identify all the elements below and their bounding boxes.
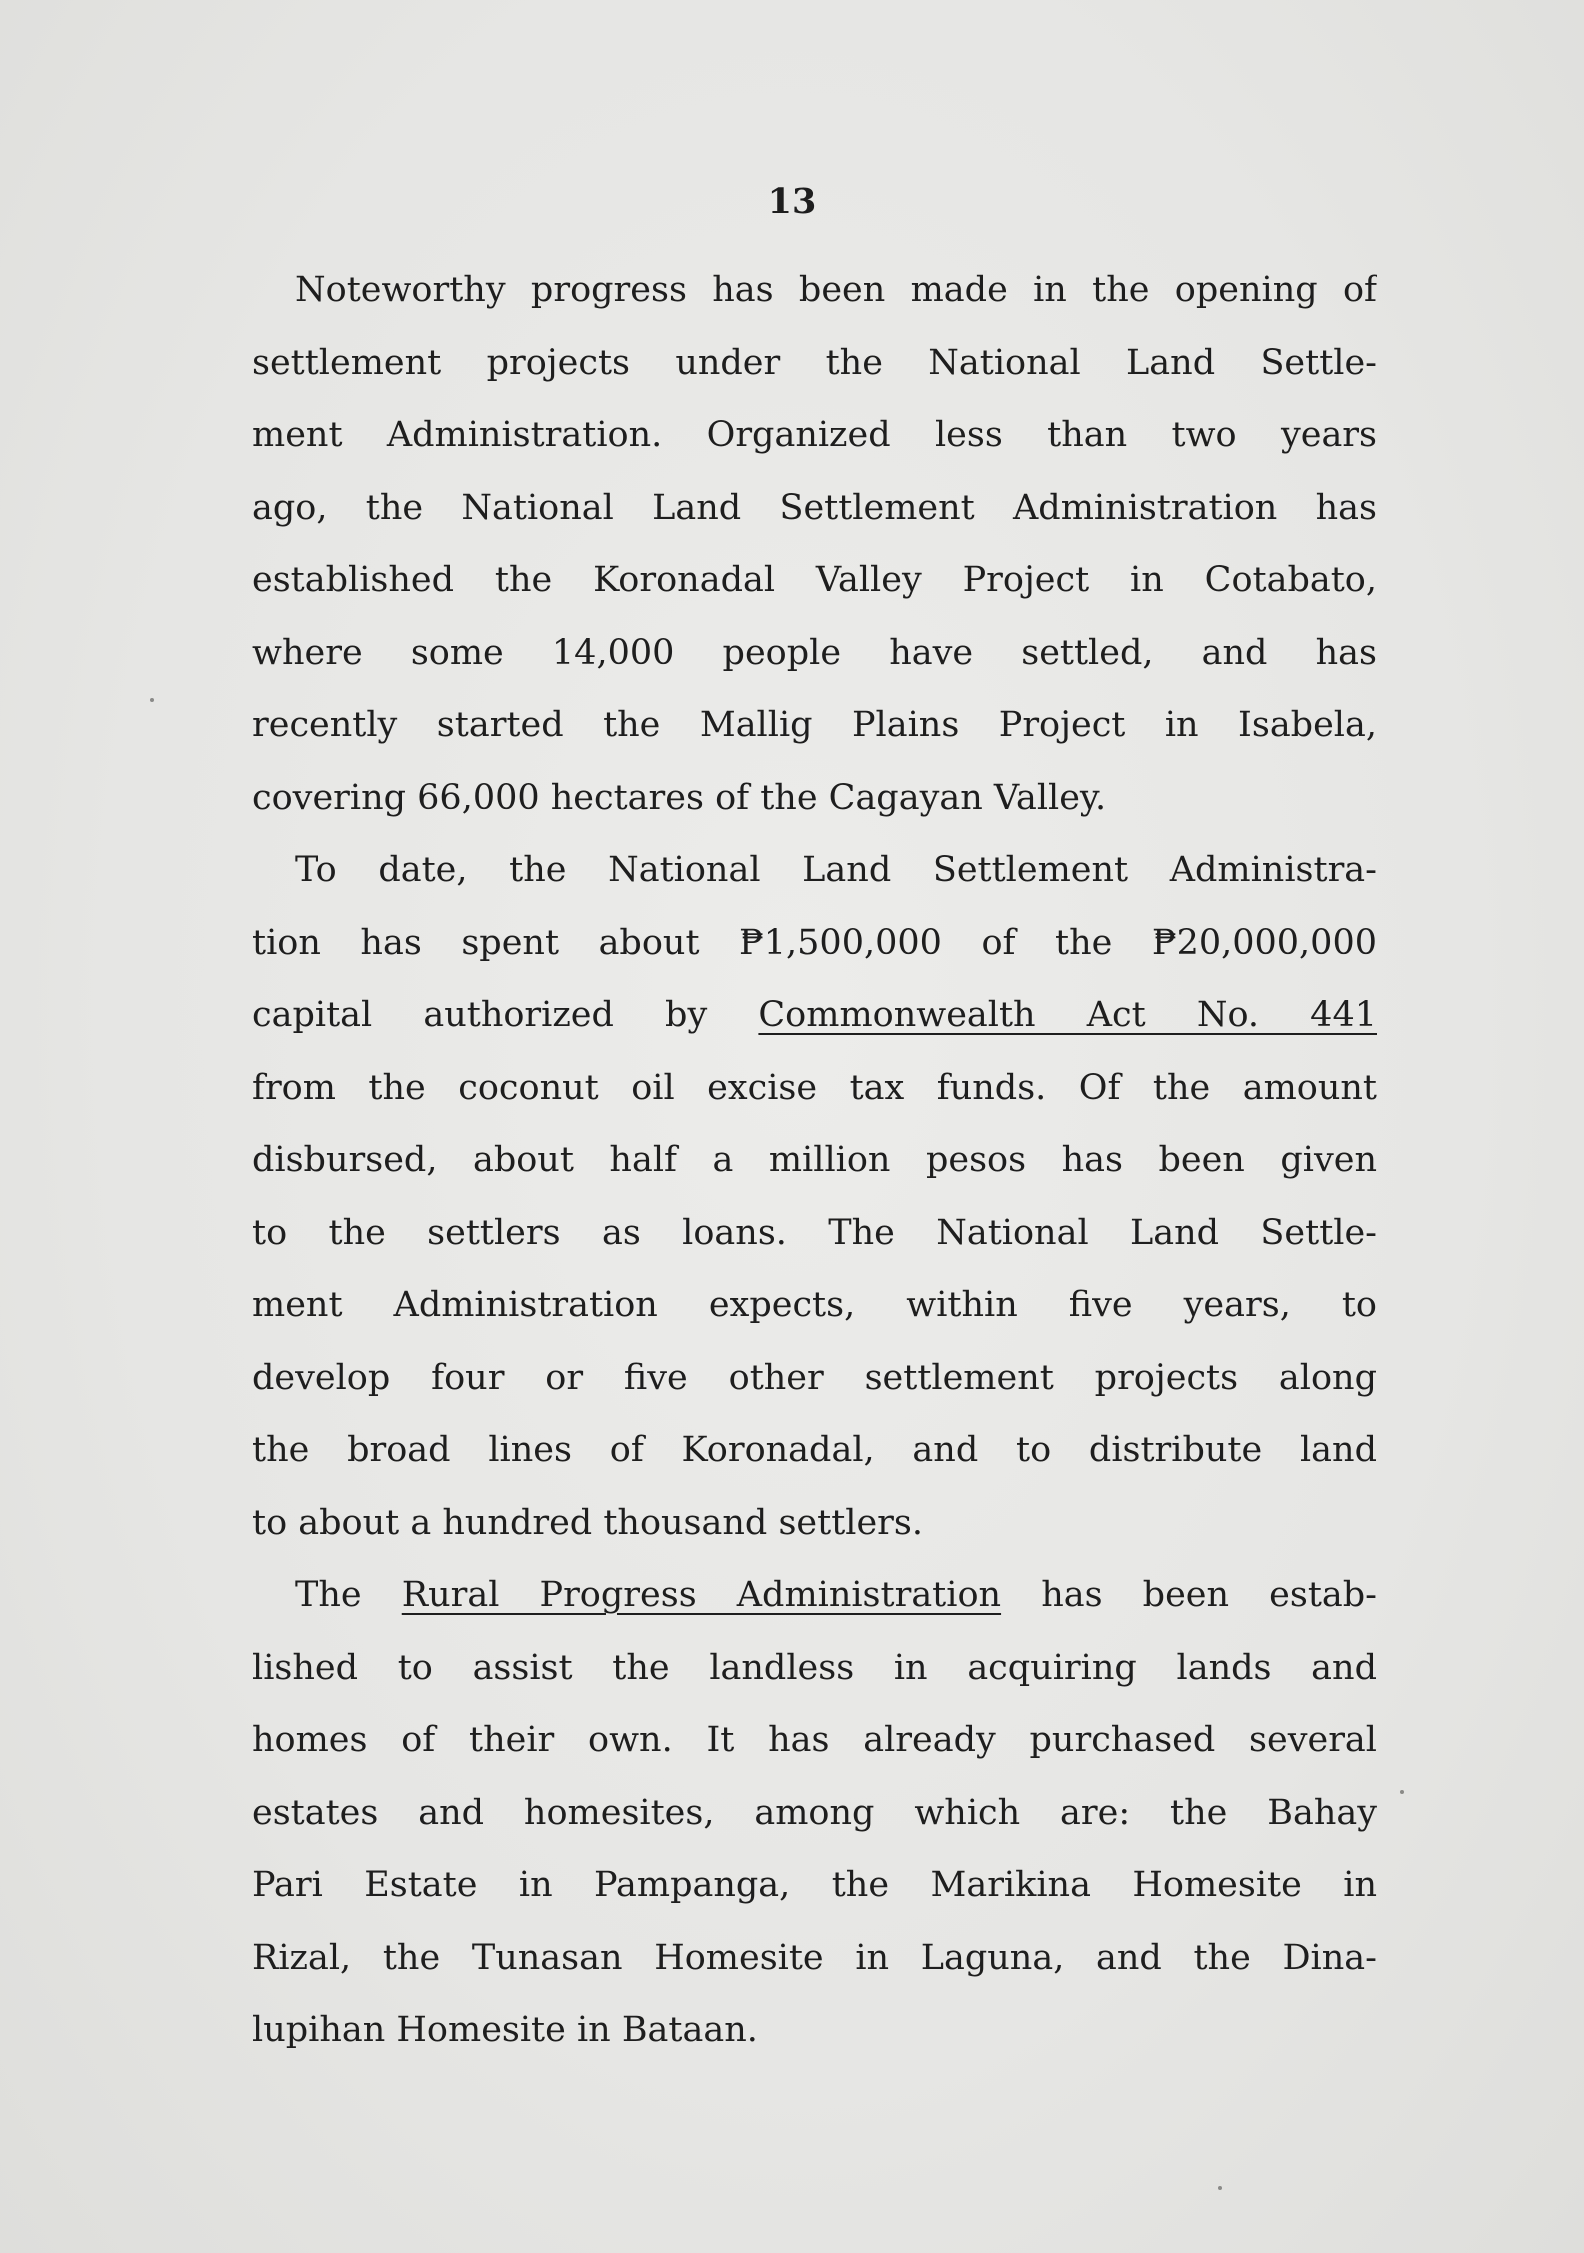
paragraph-1-line-4: ago, the National Land Settlement Administration has	[252, 487, 1377, 528]
paragraph-2-line-7: ment Administration expects, within five years, to	[252, 1285, 1377, 1325]
paragraph-3-line-3: homes of their own. It has already purchased several	[252, 1720, 1377, 1760]
paragraph-2-line-1: To date, the National Land Settlement Administra-	[295, 850, 1377, 890]
paragraph-3-line-1-lead: The	[295, 1575, 362, 1615]
paragraph-3-line-7: lupihan Homesite in Bataan.	[252, 2010, 758, 2050]
paragraph-2-line-3-lead: capital authorized by	[252, 995, 708, 1035]
paragraph-1-line-1: Noteworthy progress has been made in the opening of	[295, 270, 1377, 310]
scan-speck	[1400, 1790, 1404, 1794]
paragraph-2-line-10: to about a hundred thousand settlers.	[252, 1502, 923, 1543]
paragraph-3-line-6: Rizal, the Tunasan Homesite in Laguna, and the Dina-	[252, 1937, 1377, 1978]
paragraph-1-line-7: recently started the Mallig Plains Project in Isabela,	[252, 705, 1377, 745]
paragraph-2-line-8: develop four or five other settlement projects along	[252, 1357, 1377, 1398]
paragraph-3-line-5: Pari Estate in Pampanga, the Marikina Homesite in	[252, 1865, 1377, 1905]
page-number: 13	[767, 181, 817, 222]
paragraph-1-line-2: settlement projects under the National Land Settle-	[252, 342, 1377, 383]
paragraph-2-line-9: the broad lines of Koronadal, and to distribute land	[252, 1430, 1377, 1470]
paragraph-2-line-6: to the settlers as loans. The National Land Settle-	[252, 1212, 1377, 1253]
underlined-rural-progress-administration: Rural Progress Administration	[401, 1575, 1002, 1615]
paragraph-1-line-8: covering 66,000 hectares of the Cagayan Valley.	[252, 777, 1107, 818]
paragraph-3-line-2: lished to assist the landless in acquiring lands and	[252, 1647, 1377, 1688]
underlined-commonwealth-act: Commonwealth Act No. 441	[758, 995, 1377, 1035]
paragraph-3-line-1-tail: has been estab-	[1041, 1575, 1377, 1615]
scan-speck	[150, 698, 154, 702]
paragraph-3-line-1	[252, 1559, 1377, 1632]
paragraph-2-line-2: tion has spent about ₱1,500,000 of the ₱20,000,000	[252, 922, 1377, 963]
paragraph-1-line-3: ment Administration. Organized less than two years	[252, 415, 1377, 455]
paragraph-2-line-3	[252, 979, 1377, 1052]
paragraph-2-line-5: disbursed, about half a million pesos has been given	[252, 1140, 1377, 1180]
paragraph-1-line-6: where some 14,000 people have settled, and has	[252, 632, 1377, 673]
paragraph-3-line-4: estates and homesites, among which are: the Bahay	[252, 1792, 1377, 1833]
body-text	[252, 254, 1377, 2067]
paragraph-1-line-5: established the Koronadal Valley Project in Cotabato,	[252, 560, 1377, 600]
scan-speck	[1218, 2186, 1222, 2190]
paragraph-2-line-4: from the coconut oil excise tax funds. Of the amount	[252, 1067, 1377, 1108]
